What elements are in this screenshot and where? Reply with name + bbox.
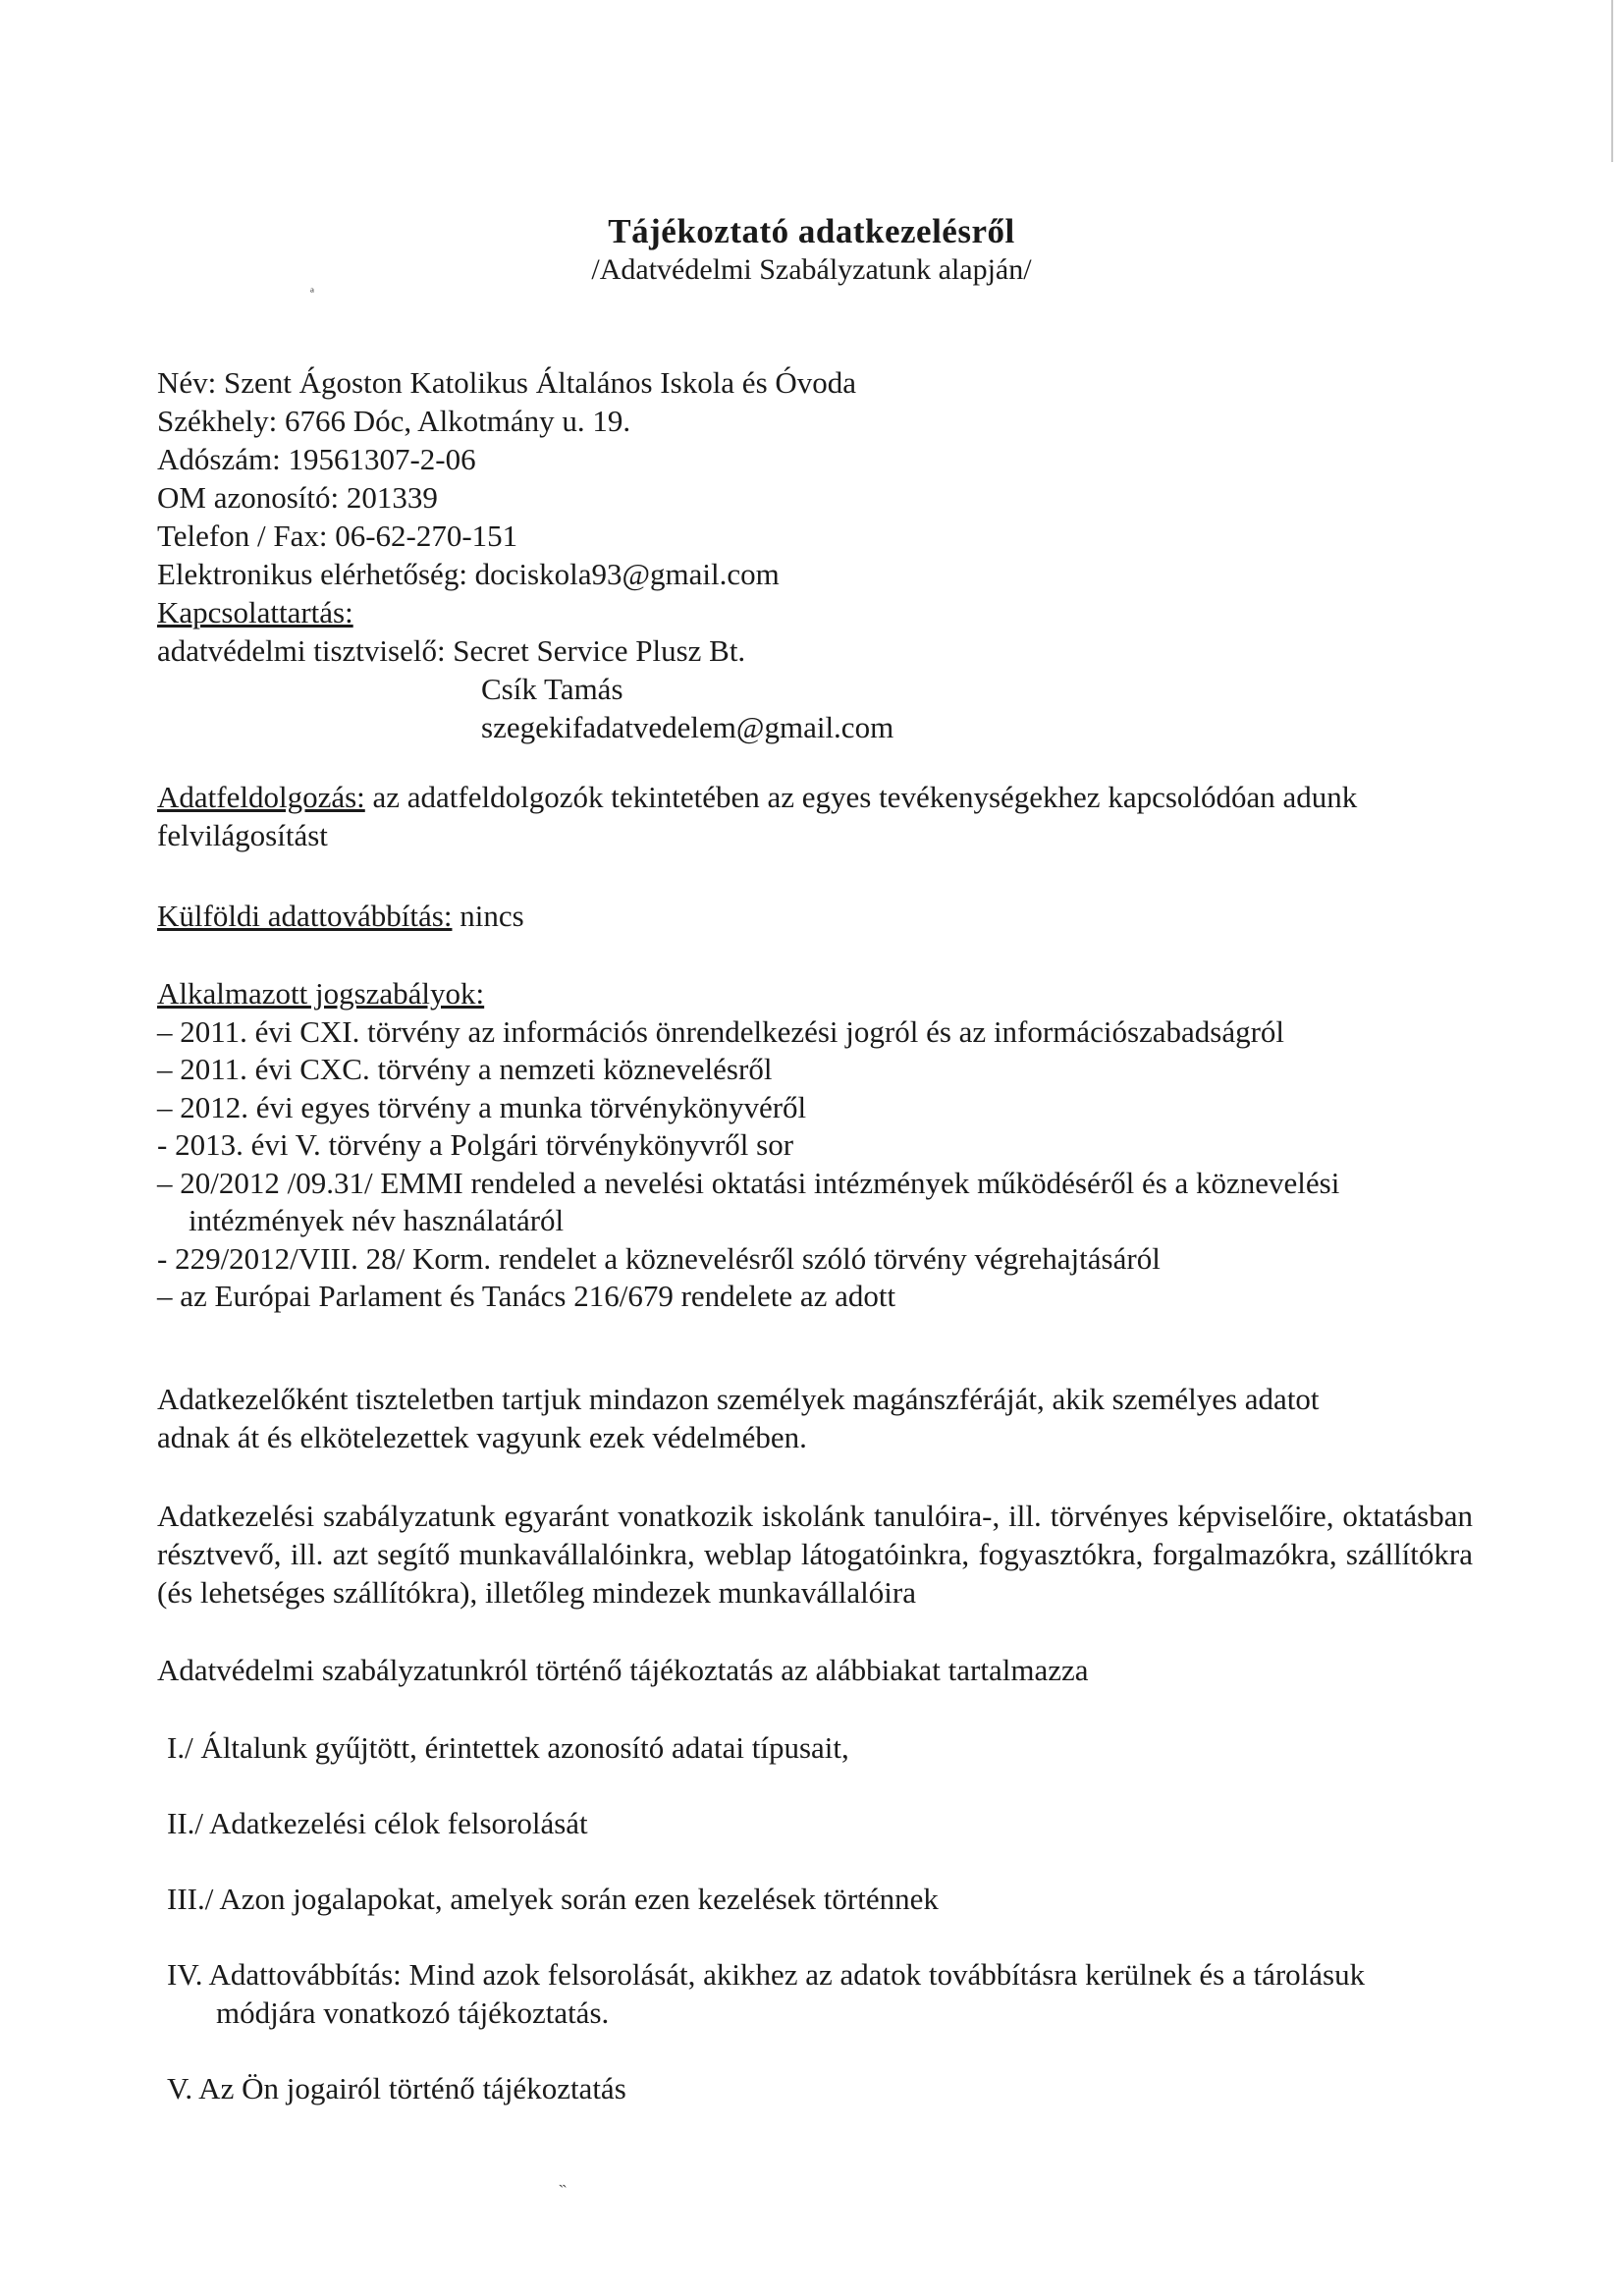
- document-subtitle: /Adatvédelmi Szabályzatunk alapján/: [591, 253, 1032, 286]
- contents-item-text: II./ Adatkezelési célok felsorolását: [167, 1806, 588, 1840]
- institution-seat: Székhely: 6766 Dóc, Alkotmány u. 19.: [157, 404, 631, 438]
- law-item-cont: intézmények név használatáról: [189, 1203, 565, 1237]
- scope-paragraph-text: Adatkezelési szabályzatunk egyaránt vonatkozik iskolánk tanulóira-, ill. törvényes képviselőire, oktatásban résztvevő, ill. azt segítő munkavállalóinkra, weblap látogatóinkra, fogyasztókra, forgalmazókra, szállítókra (és lehetséges szállítókra), illetőleg mindezek munkavállalóira: [157, 1499, 1473, 1610]
- contents-item-text: III./ Azon jogalapokat, amelyek során ezen kezelések történnek: [167, 1882, 939, 1916]
- contents-item-ii: [167, 1804, 1473, 1842]
- scan-mark: ª: [310, 287, 314, 301]
- document-title: Tájékoztató adatkezelésről: [608, 212, 1015, 250]
- contents-item-v: [167, 2069, 1473, 2107]
- law-item: - 2013. évi V. törvény a Polgári törvénykönyvről sor: [157, 1127, 794, 1162]
- transfer-heading: Külföldi adattovábbítás:: [157, 899, 453, 933]
- dpo-email: szegekifadatvedelem@gmail.com: [481, 710, 894, 744]
- dpo-name: Csík Tamás: [481, 672, 623, 706]
- contents-intro-text: Adatvédelmi szabályzatunkról történő tájékoztatás az alábbiakat tartalmazza: [157, 1653, 1089, 1687]
- contents-item-text: V. Az Ön jogairól történő tájékoztatás: [167, 2071, 626, 2105]
- tax-number: Adószám: 19561307-2-06: [157, 442, 476, 476]
- law-item: – 2012. évi egyes törvény a munka törvénykönyvéről: [157, 1089, 807, 1124]
- processing-text: az adatfeldolgozók tekintetében az egyes tevékenységekhez kapcsolódóan adunk: [364, 780, 1358, 814]
- privacy-paragraph-line: adnak át és elkötelezettek vagyunk ezek védelmében.: [157, 1420, 807, 1454]
- scan-edge-line: [1611, 0, 1613, 162]
- contact-heading: Kapcsolattartás:: [157, 595, 353, 629]
- processing-heading: Adatfeldolgozás:: [157, 780, 365, 814]
- laws-section: [157, 975, 1473, 1316]
- electronic-contact: Elektronikus elérhetőség: dociskola93@gmail.com: [157, 557, 780, 591]
- contact-block: [157, 363, 1473, 746]
- contents-item-i: [167, 1728, 1473, 1767]
- law-item: – az Európai Parlament és Tanács 216/679 rendelete az adott: [157, 1279, 896, 1313]
- contents-item-iv: [167, 1955, 1473, 2032]
- institution-name: Név: Szent Ágoston Katolikus Általános Iskola és Óvoda: [157, 365, 857, 400]
- privacy-paragraph-line: Adatkezelőként tiszteletben tartjuk mindazon személyek magánszféráját, akik személyes adatot: [157, 1382, 1320, 1416]
- transfer-text: nincs: [452, 899, 524, 933]
- transfer-section: [157, 897, 1473, 935]
- privacy-paragraph: [157, 1380, 1473, 1456]
- law-item: – 20/2012 /09.31/ EMMI rendeled a nevelési oktatási intézmények működéséről és a köznevelési: [157, 1165, 1340, 1200]
- contents-intro: [157, 1651, 1473, 1689]
- contents-item-text: IV. Adattovábbítás: Mind azok felsorolását, akikhez az adatok továbbításra kerülnek és a tárolásuk: [167, 1957, 1366, 1992]
- law-item: - 229/2012/VIII. 28/ Korm. rendelet a köznevelésről szóló törvény végrehajtásáról: [157, 1240, 1161, 1276]
- phone-fax: Telefon / Fax: 06-62-270-151: [157, 519, 518, 553]
- dpo-line: adatvédelmi tisztviselő: Secret Service Plusz Bt.: [157, 633, 746, 668]
- scope-paragraph: [157, 1497, 1473, 1612]
- scan-mark: ˵: [560, 2173, 566, 2193]
- om-id: OM azonosító: 201339: [157, 480, 438, 515]
- contents-item-iii: [167, 1880, 1473, 1918]
- law-item: – 2011. évi CXI. törvény az információs önrendelkezési jogról és az információszabadságról: [157, 1013, 1285, 1049]
- law-item: – 2011. évi CXC. törvény a nemzeti köznevelésről: [157, 1052, 773, 1086]
- contents-item-text: I./ Általunk gyűjtött, érintettek azonosító adatai típusait,: [167, 1730, 849, 1765]
- processing-text-cont: felvilágosítást: [157, 818, 328, 852]
- contents-item-text-cont: módjára vonatkozó tájékoztatás.: [216, 1995, 610, 2030]
- laws-heading: Alkalmazott jogszabályok:: [157, 976, 485, 1011]
- processing-section: [157, 778, 1473, 854]
